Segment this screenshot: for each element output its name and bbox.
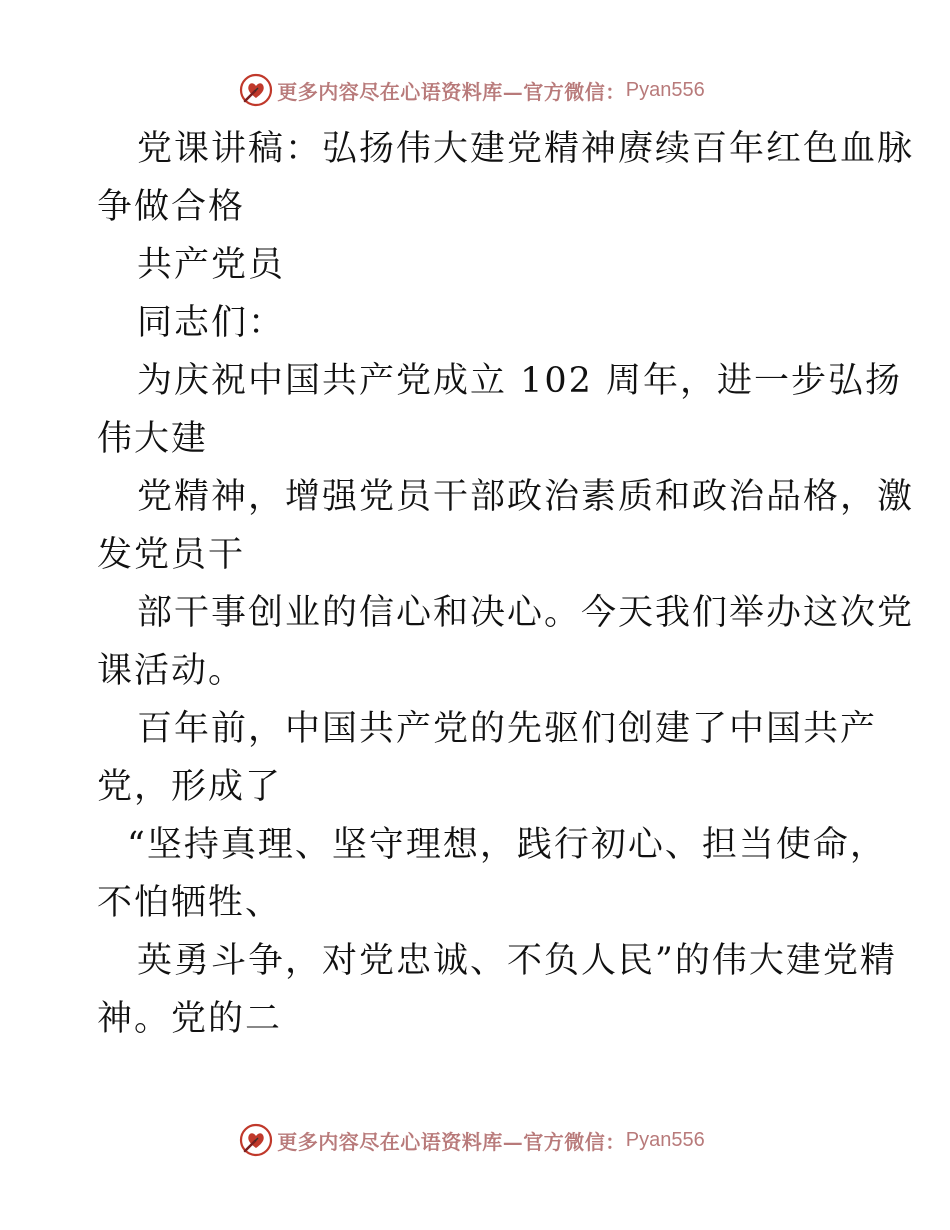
watermark-wechat-id: Pyan556 bbox=[625, 78, 705, 101]
paragraph-line: 英勇斗争，对党忠诚、不负人民”的伟大建党精 bbox=[137, 941, 897, 981]
paragraph-line: 党，形成了 bbox=[97, 767, 283, 807]
paragraph-line: 不怕牺牲、 bbox=[97, 883, 283, 923]
paragraph-line: “坚持真理、坚守理想，践行初心、担当使命， bbox=[127, 825, 887, 865]
heart-pen-logo-icon bbox=[239, 73, 273, 107]
watermark-text: 更多内容尽在心语资料库—官方微信： bbox=[277, 79, 626, 104]
watermark-wechat-id: Pyan556 bbox=[625, 1128, 705, 1151]
title-line-3: 共产党员 bbox=[137, 245, 286, 285]
heart-pen-logo-icon bbox=[239, 1123, 273, 1157]
footer-watermark bbox=[0, 1120, 950, 1160]
paragraph-line: 神。党的二 bbox=[97, 999, 283, 1039]
paragraph-line: 课活动。 bbox=[97, 651, 246, 691]
paragraph-line: 百年前，中国共产党的先驱们创建了中国共产 bbox=[137, 709, 878, 749]
watermark-text: 更多内容尽在心语资料库—官方微信： bbox=[277, 1129, 626, 1154]
title-line-2: 争做合格 bbox=[97, 187, 246, 227]
paragraph-line: 党精神，增强党员干部政治素质和政治品格，激 bbox=[137, 477, 915, 517]
title-line-1: 党课讲稿：弘扬伟大建党精神赓续百年红色血脉 bbox=[137, 129, 915, 169]
paragraph-line: 为庆祝中国共产党成立 102 周年，进一步弘扬 bbox=[137, 361, 903, 401]
document-body bbox=[97, 120, 915, 1048]
paragraph-line: 部干事创业的信心和决心。今天我们举办这次党 bbox=[137, 593, 915, 633]
paragraph-line: 发党员干 bbox=[97, 535, 246, 575]
paragraph-line: 伟大建 bbox=[97, 419, 209, 459]
salutation: 同志们： bbox=[137, 303, 286, 343]
header-watermark bbox=[0, 70, 950, 110]
